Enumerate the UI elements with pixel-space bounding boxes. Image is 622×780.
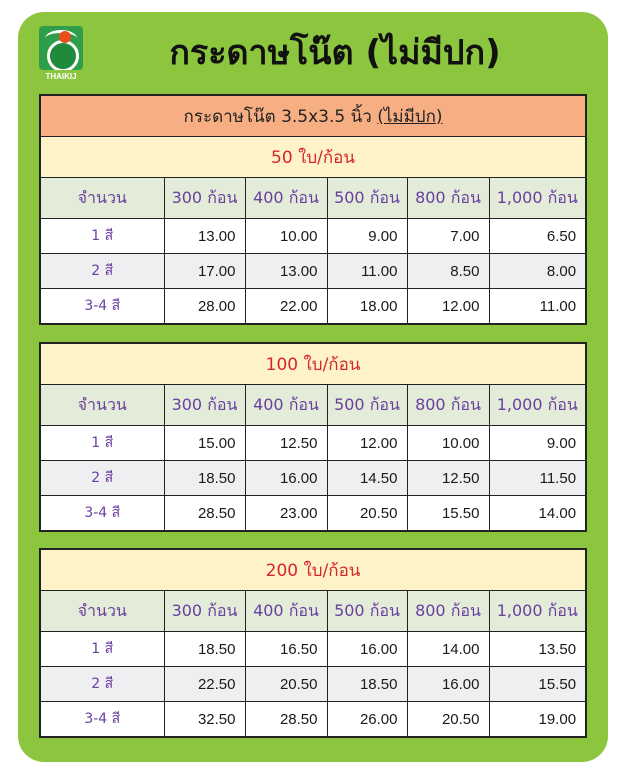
price-cell: 18.50 [327, 667, 407, 702]
pack-size-label: 100 ใบ/ก้อน [40, 343, 586, 385]
price-cell: 15.50 [407, 496, 489, 532]
price-cell: 17.00 [164, 254, 245, 289]
price-cell: 23.00 [245, 496, 327, 532]
spec-title: กระดาษโน๊ต 3.5x3.5 นิ้ว (ไม่มีปก) [40, 95, 586, 137]
price-cell: 26.00 [327, 702, 407, 738]
table-row [40, 496, 586, 532]
logo-mark-icon [39, 26, 83, 70]
column-header-500: 500 ก้อน [327, 178, 407, 219]
price-cell: 11.50 [489, 461, 586, 496]
table-row [40, 289, 586, 325]
row-label: 2 สี [40, 667, 164, 702]
price-cell: 28.50 [245, 702, 327, 738]
column-header-800: 800 ก้อน [407, 178, 489, 219]
table-row [40, 461, 586, 496]
price-cell: 12.00 [407, 289, 489, 325]
price-cell: 12.50 [245, 426, 327, 461]
table-row [40, 702, 586, 738]
row-label: 3-4 สี [40, 289, 164, 325]
pack-size-row [40, 137, 586, 178]
column-header-400: 400 ก้อน [245, 178, 327, 219]
column-header-800: 800 ก้อน [407, 385, 489, 426]
row-label: 3-4 สี [40, 496, 164, 532]
price-cell: 8.00 [489, 254, 586, 289]
column-header-300: 300 ก้อน [164, 385, 245, 426]
price-cell: 7.00 [407, 219, 489, 254]
price-cell: 16.00 [327, 632, 407, 667]
column-header-1000: 1,000 ก้อน [489, 591, 586, 632]
price-cell: 14.00 [407, 632, 489, 667]
price-cell: 19.00 [489, 702, 586, 738]
price-table-200 [39, 548, 587, 738]
table-row [40, 219, 586, 254]
price-cell: 13.00 [245, 254, 327, 289]
price-cell: 13.50 [489, 632, 586, 667]
row-label: 3-4 สี [40, 702, 164, 738]
page-title: กระดาษโน๊ต (ไม่มีปก) [169, 33, 501, 73]
price-cell: 12.00 [327, 426, 407, 461]
price-cell: 11.00 [489, 289, 586, 325]
price-cell: 20.50 [327, 496, 407, 532]
thaikij-logo [39, 26, 83, 82]
pack-size-row [40, 549, 586, 591]
logo-text: THAIKIJ [45, 72, 77, 81]
pack-size-row [40, 343, 586, 385]
column-header-row [40, 178, 586, 219]
price-cell: 28.00 [164, 289, 245, 325]
row-label: 1 สี [40, 219, 164, 254]
price-cell: 16.50 [245, 632, 327, 667]
table-row [40, 632, 586, 667]
price-cell: 11.00 [327, 254, 407, 289]
price-cell: 18.00 [327, 289, 407, 325]
column-header-1000: 1,000 ก้อน [489, 178, 586, 219]
column-header-500: 500 ก้อน [327, 385, 407, 426]
table-row [40, 254, 586, 289]
row-label: 1 สี [40, 632, 164, 667]
row-label: 2 สี [40, 254, 164, 289]
price-cell: 20.50 [407, 702, 489, 738]
column-header-300: 300 ก้อน [164, 591, 245, 632]
row-label: 1 สี [40, 426, 164, 461]
price-table-100 [39, 342, 587, 532]
price-cell: 18.50 [164, 632, 245, 667]
spec-note: (ไม่มีปก) [377, 106, 443, 127]
price-cell: 20.50 [245, 667, 327, 702]
column-header-1000: 1,000 ก้อน [489, 385, 586, 426]
price-cell: 28.50 [164, 496, 245, 532]
price-cell: 10.00 [245, 219, 327, 254]
price-cell: 6.50 [489, 219, 586, 254]
price-cell: 18.50 [164, 461, 245, 496]
column-header-800: 800 ก้อน [407, 591, 489, 632]
price-cell: 14.50 [327, 461, 407, 496]
row-label: 2 สี [40, 461, 164, 496]
column-header-quantity: จำนวน [40, 385, 164, 426]
price-cell: 8.50 [407, 254, 489, 289]
column-header-300: 300 ก้อน [164, 178, 245, 219]
price-cell: 13.00 [164, 219, 245, 254]
column-header-quantity: จำนวน [40, 591, 164, 632]
price-cell: 15.00 [164, 426, 245, 461]
table-row [40, 426, 586, 461]
price-cell: 15.50 [489, 667, 586, 702]
price-cell: 14.00 [489, 496, 586, 532]
table-row [40, 667, 586, 702]
price-table-50 [39, 94, 587, 325]
pack-size-label: 200 ใบ/ก้อน [40, 549, 586, 591]
column-header-400: 400 ก้อน [245, 385, 327, 426]
pack-size-label: 50 ใบ/ก้อน [40, 137, 586, 178]
price-cell: 10.00 [407, 426, 489, 461]
column-header-row [40, 591, 586, 632]
price-cell: 22.00 [245, 289, 327, 325]
price-cell: 22.50 [164, 667, 245, 702]
price-cell: 16.00 [407, 667, 489, 702]
spec-row [40, 95, 586, 137]
column-header-500: 500 ก้อน [327, 591, 407, 632]
column-header-400: 400 ก้อน [245, 591, 327, 632]
price-cell: 9.00 [327, 219, 407, 254]
price-cell: 32.50 [164, 702, 245, 738]
price-cell: 9.00 [489, 426, 586, 461]
price-cell: 12.50 [407, 461, 489, 496]
price-cell: 16.00 [245, 461, 327, 496]
column-header-quantity: จำนวน [40, 178, 164, 219]
column-header-row [40, 385, 586, 426]
